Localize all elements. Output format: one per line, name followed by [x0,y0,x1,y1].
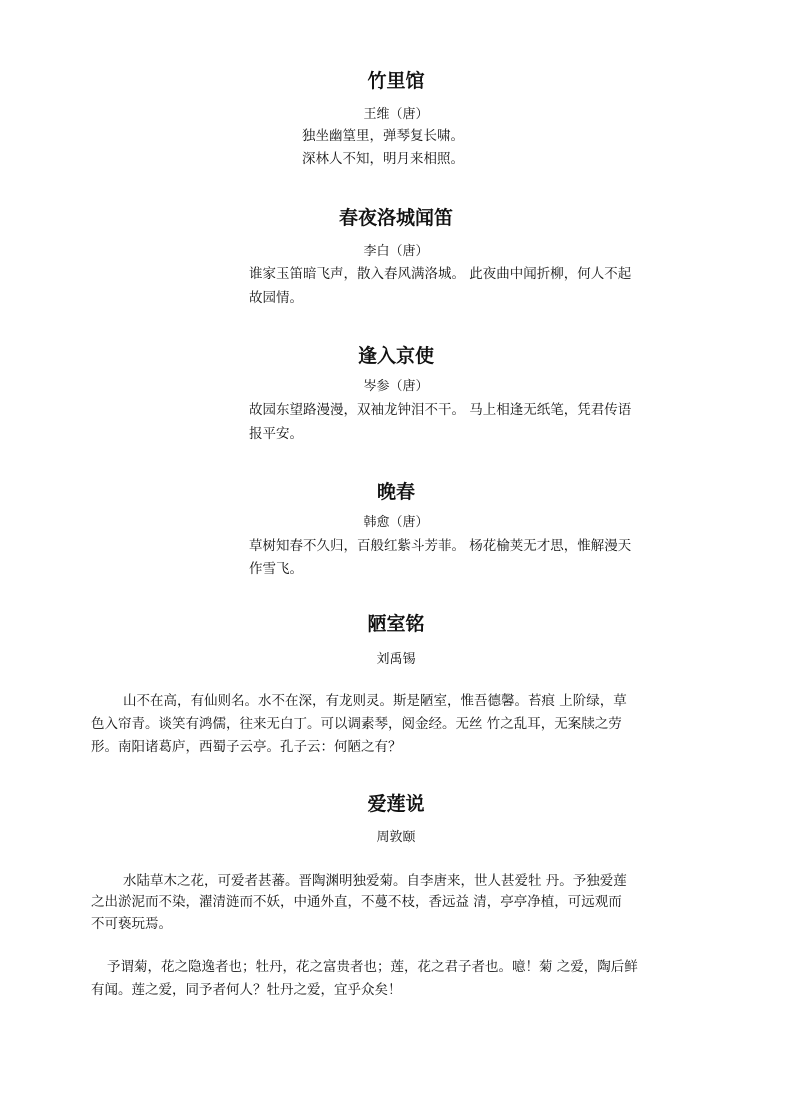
poem-title: 春夜洛城闻笛 [338,207,453,229]
poem-author: 王维（唐） [363,107,429,122]
poem-author: 李白（唐） [363,244,429,259]
essay-line: 有闻。莲之爱，同予者何人？牡丹之爱，宜乎众矣！ [91,982,402,998]
essay-author: 刘禹锡 [376,652,416,667]
poem-title: 逢入京使 [357,345,434,367]
poem-line: 故园东望路漫漫，双袖龙钟泪不干。 马上相逢无纸笔，凭君传语 [249,402,632,418]
poem-line: 草树知春不久归，百般红紫斗芳菲。 杨花榆荚无才思，惟解漫天 [249,538,632,554]
poem-line: 谁家玉笛暗飞声，散入春风满洛城。 此夜曲中闻折柳，何人不起 [249,266,632,282]
essay-line: 形。南阳诸葛庐，西蜀子云亭。孔子云：何陋之有？ [91,739,402,755]
poem-author: 韩愈（唐） [363,515,429,530]
poem-title: 晚春 [376,481,415,503]
essay-author: 周敦颐 [376,830,416,845]
essay-title: 爱莲说 [367,793,425,815]
essay-line: 色入帘青。谈笑有鸿儒，往来无白丁。可以调素琴，阅金经。无丝 竹之乱耳，无案牍之劳 [91,716,622,732]
poem-line: 故园情。 [249,290,303,306]
essay-line: 不可亵玩焉。 [91,916,172,932]
poem-title: 竹里馆 [367,70,425,92]
essay-line: 予谓菊，花之隐逸者也；牡丹，花之富贵者也；莲，花之君子者也。噫！菊 之爱，陶后鲜 [107,959,638,975]
poem-line: 独坐幽篁里，弹琴复长啸。 [302,128,464,144]
essay-line: 山不在高，有仙则名。水不在深，有龙则灵。斯是陋室，惟吾德馨。苔痕 上阶绿，草 [123,693,627,709]
poem-author: 岑参（唐） [363,379,429,394]
poem-line: 深林人不知，明月来相照。 [302,151,464,167]
essay-title: 陋室铭 [367,613,425,635]
essay-line: 水陆草木之花，可爱者甚蕃。晋陶渊明独爱菊。自李唐来，世人甚爱牡 丹。予独爱莲 [123,873,627,889]
poem-line: 作雪飞。 [249,561,303,577]
poem-line: 报平安。 [249,426,303,442]
essay-line: 之出淤泥而不染，濯清涟而不妖，中通外直，不蔓不枝，香远益 清，亭亭净植，可远观而 [91,894,622,910]
